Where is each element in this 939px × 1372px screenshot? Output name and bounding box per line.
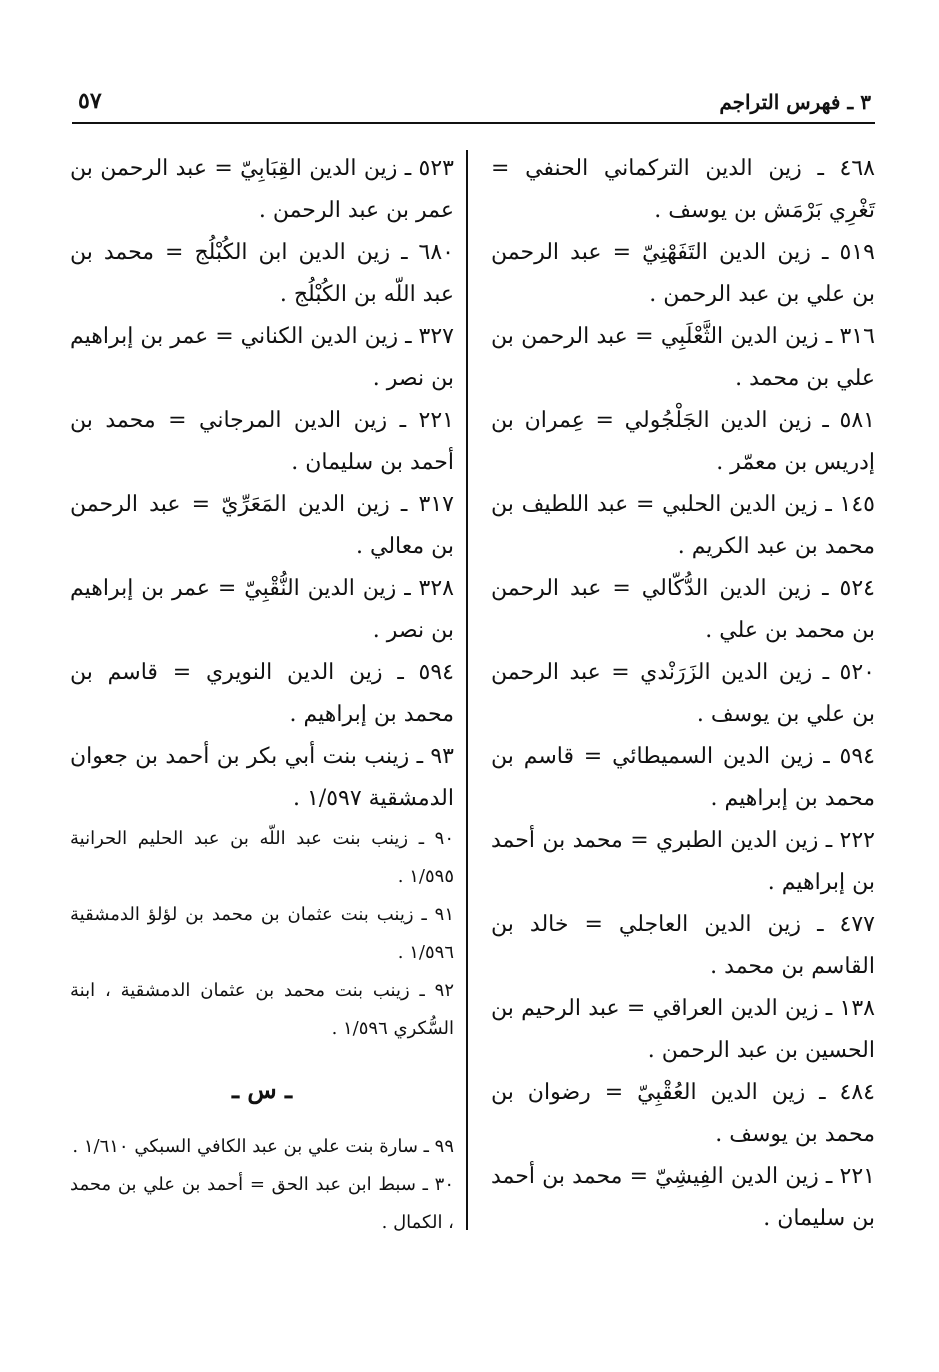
right-column — [491, 148, 875, 1240]
left-column — [70, 148, 454, 1242]
index-entry: ٤٨٤ ـ زين الدين العُقْبِيّ = رضوان بن محمد بن يوسف . — [491, 1080, 875, 1147]
index-entry: ٥٨١ ـ زين الدين الجَلْجُولي = عِمران بن إدريس بن معمّر . — [491, 408, 875, 475]
index-entry: ٦٨٠ ـ زين الدين ابن الكُبْلُج = محمد بن عبد اللّه بن الكُبْلُج . — [70, 240, 454, 307]
index-entry: ٥٢٤ ـ زين الدين الدُّكّالي = عبد الرحمن بن محمد بن علي . — [491, 576, 875, 643]
index-entry: ١٤٥ ـ زين الدين الحلبي = عبد اللطيف بن محمد بن عبد الكريم . — [491, 492, 875, 559]
index-entry: ٢٢١ ـ زين الدين الفِيشِيّ = محمد بن أحمد بن سليمان . — [491, 1164, 875, 1231]
index-entry: ٣١٦ ـ زين الدين الثَّعْلَبِي = عبد الرحمن بن علي بن محمد . — [491, 324, 875, 391]
index-entry-small: ٩٠ ـ زينب بنت عبد اللّه بن عبد الحليم الحرانية ١/٥٩٥ . — [70, 828, 454, 887]
page-number: ٥٧ — [78, 88, 102, 114]
index-entry: ٣٢٨ ـ زين الدين النُّقْبِيّ = عمر بن إبراهيم بن نصر . — [70, 576, 454, 643]
index-entry: ٣٢٧ ـ زين الدين الكناني = عمر بن إبراهيم بن نصر . — [70, 324, 454, 391]
index-entry: ٢٢٢ ـ زين الدين الطبري = محمد بن أحمد بن إبراهيم . — [491, 828, 875, 895]
index-entry: ٢٢١ ـ زين الدين المرجاني = محمد بن أحمد بن سليمان . — [70, 408, 454, 475]
index-entry: ٥٩٤ ـ زين الدين السميطائي = قاسم بن محمد بن إبراهيم . — [491, 744, 875, 811]
index-entry-small: ٩٢ ـ زينب بنت محمد بن عثمان الدمشقية ، ابنة السُّكري ١/٥٩٦ . — [70, 980, 454, 1039]
page-header — [72, 86, 875, 124]
index-entry: ١٣٨ ـ زين الدين العراقي = عبد الرحيم بن الحسين بن عبد الرحمن . — [491, 996, 875, 1063]
header-title: ٣ ـ فهرس التراجم — [719, 90, 871, 114]
index-entry-small: ٣٠ ـ سبط ابن عبد الحق = أحمد بن علي بن محمد ، الكمال . — [70, 1174, 454, 1233]
index-entry: ٣١٧ ـ زين الدين المَعَرِّيّ = عبد الرحمن بن معالي . — [70, 492, 454, 559]
column-divider — [466, 150, 468, 1230]
index-entry: ٩٣ ـ زينب بنت أبي بكر بن أحمد بن جعوان الدمشقية ١/٥٩٧ . — [70, 744, 454, 811]
index-entry: ٤٦٨ ـ زين الدين التركماني الحنفي = تَغْرِي بَرْمَش بن يوسف . — [491, 156, 875, 223]
index-entry-small: ٩٩ ـ سارة بنت علي بن عبد الكافي السبكي ١/٦١٠ . — [72, 1136, 454, 1157]
index-entry: ٥٩٤ ـ زين الدين النويري = قاسم بن محمد بن إبراهيم . — [70, 660, 454, 727]
section-heading: ـ س ـ — [231, 1075, 293, 1104]
index-entry-small: ٩١ ـ زينب بنت عثمان بن محمد بن لؤلؤ الدمشقية ١/٥٩٦ . — [70, 904, 454, 963]
index-entry: ٥٢٣ ـ زين الدين القِبَابِيّ = عبد الرحمن بن عمر بن عبد الرحمن . — [70, 156, 454, 223]
index-entry: ٥٢٠ ـ زين الدين الزَرَنْدي = عبد الرحمن بن علي بن يوسف . — [491, 660, 875, 727]
index-entry: ٥١٩ ـ زين الدين التَفَهْنِيّ = عبد الرحمن بن علي بن عبد الرحمن . — [491, 240, 875, 307]
index-entry: ٤٧٧ ـ زين الدين العاجلي = خالد بن القاسم بن محمد . — [491, 912, 875, 979]
